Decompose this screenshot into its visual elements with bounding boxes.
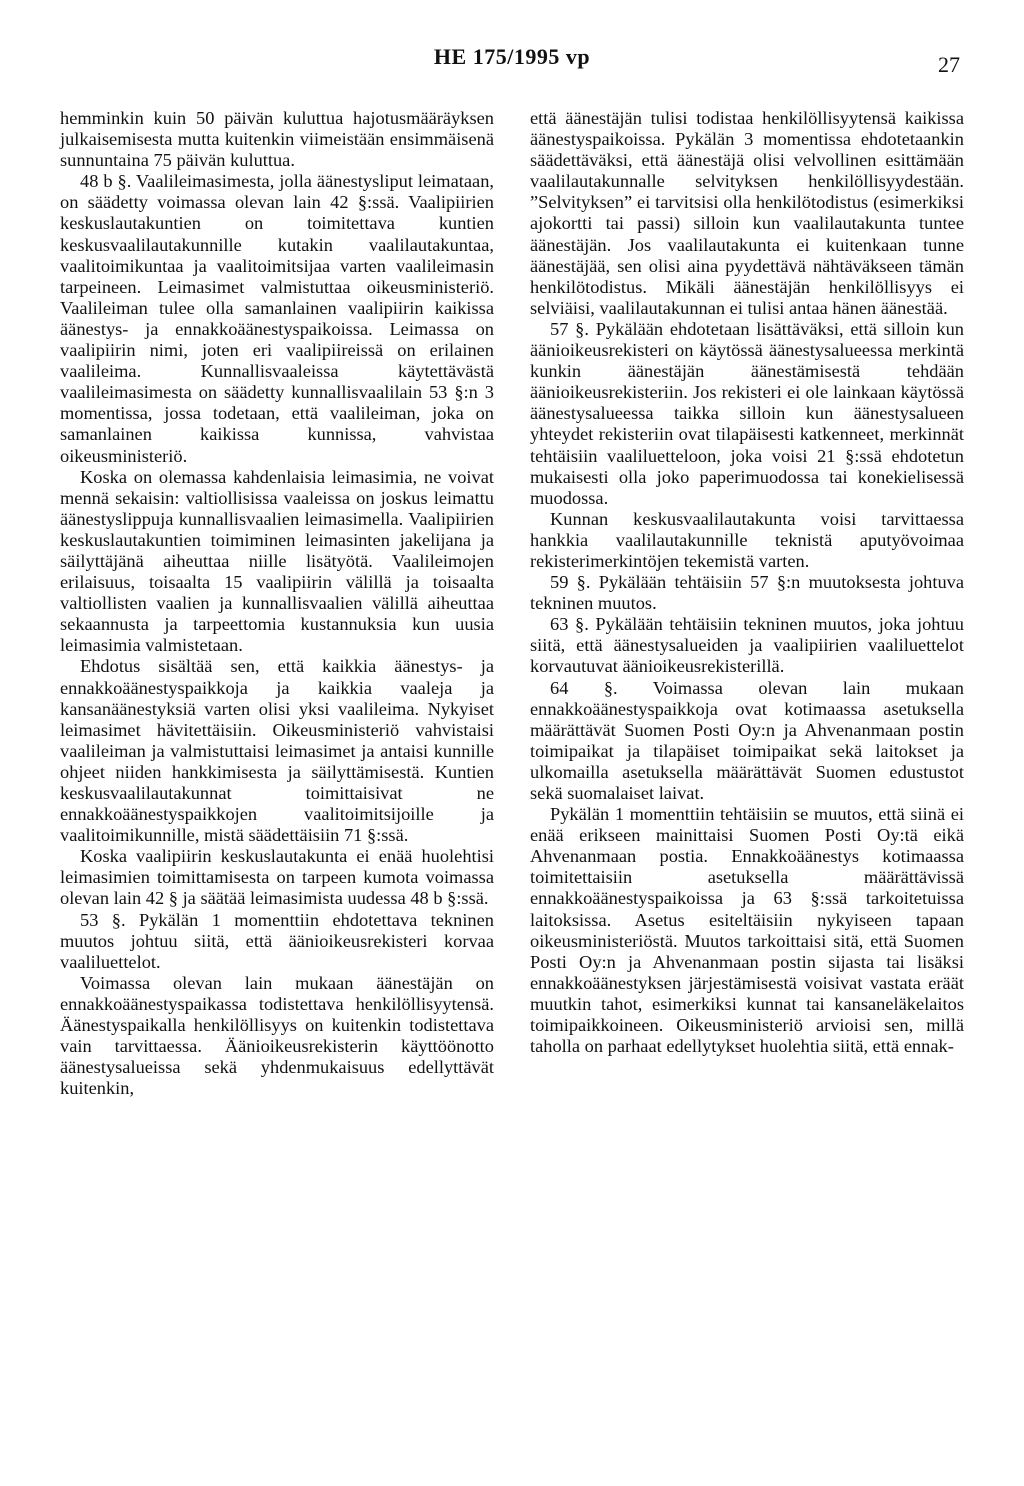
paragraph: Voimassa olevan lain mukaan äänestäjän on ennakkoäänestyspaikassa todistettava henkilöllisyytensä. Äänestyspaikalla henkilöllisyys on kuitenkin todistettava vain tarvittaessa. Äänioikeusrekisterin käyttöönotto äänestysalueissa sekä yhdenmukaisuus edellyttävät kuitenkin, [60, 972, 494, 1099]
text-columns [60, 108, 964, 1099]
paragraph: että äänestäjän tulisi todistaa henkilöllisyytensä kaikissa äänestyspaikoissa. Pykälän 3 momentissa ehdotetaankin säädettäväksi, että äänestäjä olisi velvollinen esittämään vaalilautakunnalle selvityksen henkilöllisyydestään. ”Selvityksen” ei tarvitsisi olla henkilötodistus (esimerkiksi ajokortti tai passi) silloin kun vaalilautakunta tuntee äänestäjän. Jos vaalilautakunta ei kuitenkaan tunne äänestäjää, sen olisi aina pyydettävä nähtäväkseen tämän henkilötodistus. Mikäli äänestäjän henkilöllisyys ei selviäisi, vaalilautakunnan ei tulisi antaa hänen äänestää. [530, 108, 964, 318]
right-column [530, 108, 964, 1099]
page-header [0, 44, 1024, 84]
paragraph: Koska vaalipiirin keskuslautakunta ei enää huolehtisi leimasimien toimittamisesta on tarpeen kumota voimassa olevan lain 42 § ja säätää leimasimista uudessa 48 b §:ssä. [60, 846, 494, 909]
paragraph: Kunnan keskusvaalilautakunta voisi tarvittaessa hankkia vaalilautakunnille teknistä aputyövoimaa rekisterimerkintöjen tekemistä varten. [530, 508, 964, 571]
document-id: HE 175/1995 vp [433, 44, 591, 69]
paragraph: 59 §. Pykälään tehtäisiin 57 §:n muutoksesta johtuva tekninen muutos. [530, 572, 964, 614]
paragraph: 64 §. Voimassa olevan lain mukaan ennakkoäänestyspaikkoja ovat kotimaassa asetuksella määrättävät Suomen Posti Oy:n ja Ahvenanmaan postin toimipaikat ja tilapäiset toimipaikat sekä laitokset ja ulkomailla asetuksella määrättävät Suomen edustustot sekä suomalaiset laivat. [530, 677, 964, 803]
page-number: 27 [938, 52, 960, 77]
paragraph: 57 §. Pykälään ehdotetaan lisättäväksi, että silloin kun äänioikeusrekisteri on käytössä äänestysalueessa merkintä kunkin äänestäjän äänestämisestä tehdään äänioikeusrekisteriin. Jos rekisteri ei ole lainkaan käytössä äänestysalueessa taikka silloin kun äänestysalueen yhteydet rekisteriin ovat tilapäisesti katkenneet, merkinnät tehtäisiin vaaliluetteloon, joka voisi 21 §:ssä ehdotetun mukaisesti olla joko paperimuodossa tai konekielisessä muodossa. [530, 318, 964, 508]
paragraph: Koska on olemassa kahdenlaisia leimasimia, ne voivat mennä sekaisin: valtiollisissa vaaleissa on joskus leimattu äänestyslippuja kunnallisvaalien leimasimella. Vaalipiirien keskuslautakuntien toimiminen leimasinten jakelijana ja säilyttäjänä aiheuttaa niille lisätyötä. Vaalileimojen erilaisuus, toisaalta 15 vaalipiirin välillä ja toisaalta valtiollisten vaalien ja kunnallisvaalien välillä aiheuttaa sekaannusta ja tarpeettomia kustannuksia kun uusia leimasimia valmistetaan. [60, 466, 494, 656]
paragraph: 63 §. Pykälään tehtäisiin tekninen muutos, joka johtuu siitä, että äänestysalueiden ja vaalipiirien vaaliluettelot korvautuvat äänioikeusrekisterillä. [530, 614, 964, 677]
paragraph: Pykälän 1 momenttiin tehtäisiin se muutos, että siinä ei enää erikseen mainittaisi Suomen Posti Oy:tä eikä Ahvenanmaan postia. Ennakkoäänestys kotimaassa toimitettaisiin asetuksella määrättävissä ennakkoäänestyspaikoissa ja 63 §:ssä tarkoitetuissa laitoksissa. Asetus esiteltäisiin nykyiseen tapaan oikeusministeriöstä. Muutos tarkoittaisi sitä, että Suomen Posti Oy:n ja Ahvenanmaan postin sijasta tai lisäksi ennakkoäänestyksen järjestämisestä voisivat vastata eräät muutkin tahot, esimerkiksi kunnat tai kansaneläkelaitos toimipaikkoineen. Oikeusministeriö arvioisi sen, millä taholla on parhaat edellytykset huolehtia siitä, että ennak- [530, 804, 964, 1057]
left-column [60, 108, 494, 1099]
paragraph: Ehdotus sisältää sen, että kaikkia äänestys- ja ennakkoäänestyspaikkoja ja kaikkia vaaleja ja kansanäänestyksiä varten olisi yksi vaalileima. Nykyiset leimasimet hävitettäisiin. Oikeusministeriö vahvistaisi vaalileiman ja valmistuttaisi leimasimet ja antaisi kunnille ohjeet niiden hankkimisesta ja säilyttämisestä. Kuntien keskusvaalilautakunnat toimittaisivat ne ennakkoäänestyspaikkojen vaalitoimitsijoille ja vaalitoimikunnille, mistä säädettäisiin 71 §:ssä. [60, 656, 494, 846]
paragraph: hemminkin kuin 50 päivän kuluttua hajotusmääräyksen julkaisemisesta mutta kuitenkin viimeistään ensimmäisenä sunnuntaina 75 päivän kuluttua. [60, 108, 494, 171]
paragraph: 53 §. Pykälän 1 momenttiin ehdotettava tekninen muutos johtuu siitä, että äänioikeusrekisteri korvaa vaaliluettelot. [60, 909, 494, 972]
paragraph: 48 b §. Vaalileimasimesta, jolla äänestysliput leimataan, on säädetty voimassa olevan lain 42 §:ssä. Vaalipiirien keskuslautakuntien on toimitettava kuntien keskusvaalilautakunnille kutakin vaalilautakuntaa, vaalitoimikuntaa ja vaalitoimitsijaa varten vaalileimasin tarpeineen. Leimasimet valmistuttaa oikeusministeriö. Vaalileiman tulee olla samanlainen vaalipiirin kaikissa äänestys- ja ennakkoäänestyspaikoissa. Leimassa on vaalipiirin nimi, joten eri vaalipiireissä on erilainen vaalileima. Kunnallisvaaleissa käytettävästä vaalileimasimesta on säädetty kunnallisvaalilain 53 §:n 3 momentissa, jossa todetaan, että vaalileiman, joka on samanlainen kaikissa kunnissa, vahvistaa oikeusministeriö. [60, 171, 494, 466]
